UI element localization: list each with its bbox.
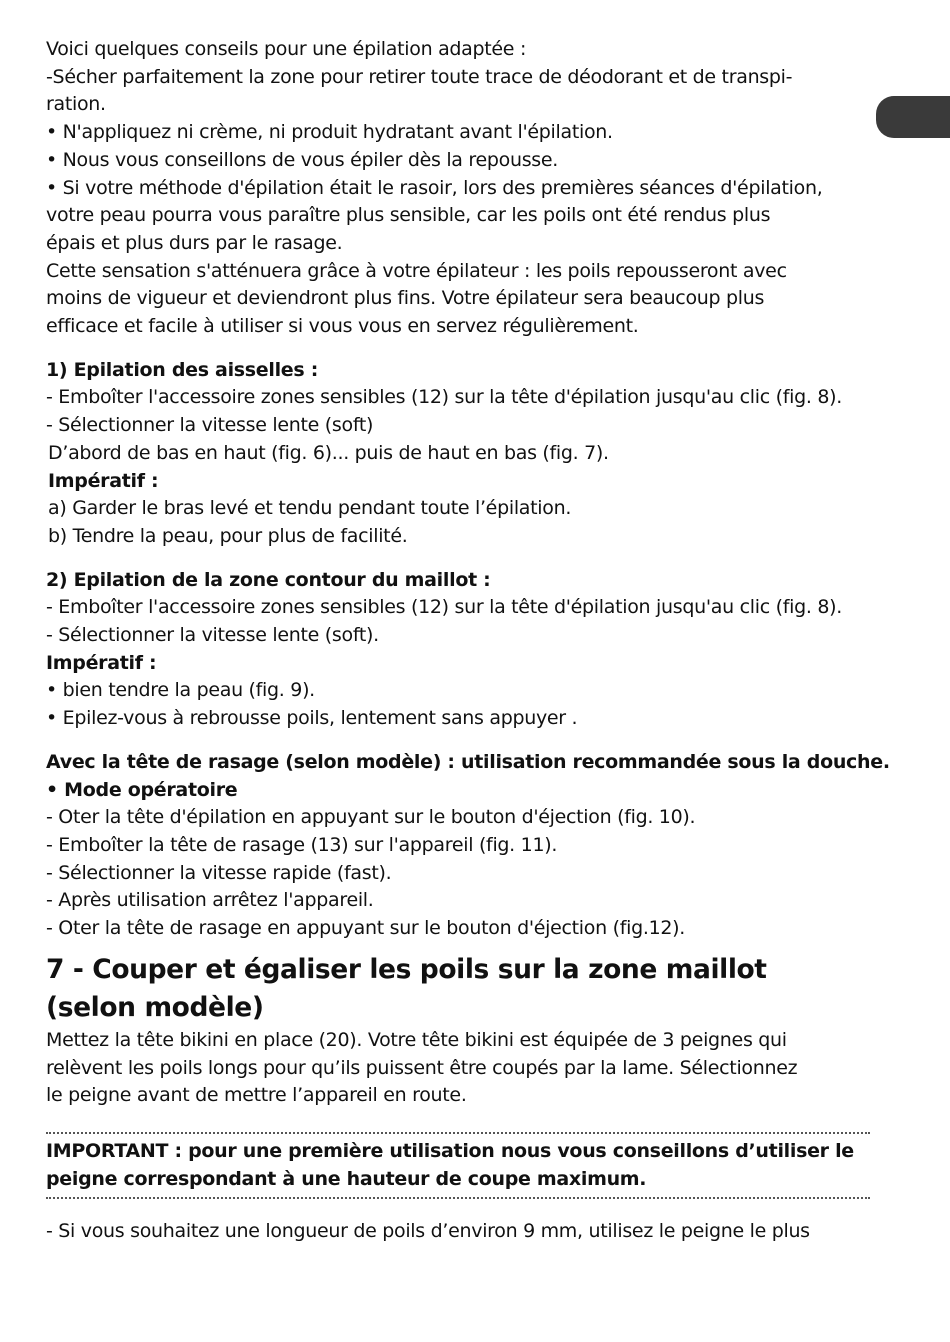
aisselles-imperatif: Impératif : [48,469,159,492]
rasage-line: - Emboîter la tête de rasage (13) sur l'appareil (fig. 11). [46,833,558,856]
intro-line: -Sécher parfaitement la zone pour retirer toute trace de déodorant et de transpi- [46,65,793,88]
page-tab-marker [876,96,950,138]
maillot-line: - Sélectionner la vitesse lente (soft). [46,624,379,647]
important-note: peigne correspondant à une hauteur de coupe maximum. [46,1167,647,1190]
aisselles-line: - Sélectionner la vitesse lente (soft) [46,414,374,437]
intro-line: Voici quelques conseils pour une épilation adaptée : [46,38,527,60]
aisselles-line: b) Tendre la peau, pour plus de facilité. [48,524,408,547]
aisselles-line: - Emboîter l'accessoire zones sensibles (12) sur la tête d'épilation jusqu'au clic (fig. 8). [46,386,842,409]
rasage-line: - Oter la tête de rasage en appuyant sur le bouton d'éjection (fig.12). [46,917,686,940]
section-line: Mettez la tête bikini en place (20). Votre tête bikini est équipée de 3 peignes qui [46,1028,787,1051]
rasage-title: Avec la tête de rasage (selon modèle) : utilisation recommandée sous la douche. [46,750,890,773]
maillot-imperatif: Impératif : [46,651,157,674]
important-note: IMPORTANT : pour une première utilisation nous vous conseillons d’utiliser le [46,1139,854,1162]
intro-line: votre peau pourra vous paraître plus sensible, car les poils ont été rendus plus [46,204,771,227]
maillot-title: 2) Epilation de la zone contour du maillot : [46,568,491,591]
section-heading-line: 7 - Couper et égaliser les poils sur la zone maillot [46,953,767,985]
intro-line: • Si votre méthode d'épilation était le rasoir, lors des premières séances d'épilation, [46,176,823,199]
section-line: - Si vous souhaitez une longueur de poils d’environ 9 mm, utilisez le peigne le plus [46,1220,810,1243]
rasage-mode: • Mode opératoire [46,778,238,801]
aisselles-line: a) Garder le bras levé et tendu pendant toute l’épilation. [48,497,572,520]
intro-line: • N'appliquez ni crème, ni produit hydratant avant l'épilation. [46,121,613,144]
rasage-line: - Sélectionner la vitesse rapide (fast). [46,861,392,884]
maillot-line: - Emboîter l'accessoire zones sensibles (12) sur la tête d'épilation jusqu'au clic (fig. 8). [46,596,842,619]
intro-line: Cette sensation s'atténuera grâce à votre épilateur : les poils repousseront avec [46,259,787,282]
section-line: le peigne avant de mettre l’appareil en route. [46,1084,467,1107]
rasage-line: - Oter la tête d'épilation en appuyant sur le bouton d'éjection (fig. 10). [46,806,696,829]
document-page [46,36,890,1246]
aisselles-title: 1) Epilation des aisselles : [46,358,319,381]
intro-line: efficace et facile à utiliser si vous vous en servez régulièrement. [46,315,639,338]
intro-line: • Nous vous conseillons de vous épiler dès la repousse. [46,148,559,171]
intro-line: ration. [46,93,106,116]
maillot-line: • bien tendre la peau (fig. 9). [46,679,315,702]
section-heading-line: (selon modèle) [46,991,264,1023]
section-line: relèvent les poils longs pour qu’ils puissent être coupés par la lame. Sélectionnez [46,1056,798,1079]
rasage-line: - Après utilisation arrêtez l'appareil. [46,889,374,912]
intro-line: épais et plus durs par le rasage. [46,231,343,254]
maillot-line: • Epilez-vous à rebrousse poils, lentement sans appuyer . [46,707,578,730]
intro-line: moins de vigueur et deviendront plus fins. Votre épilateur sera beaucoup plus [46,287,765,310]
section-heading [46,951,876,1027]
aisselles-line: D’abord de bas en haut (fig. 6)... puis de haut en bas (fig. 7). [48,441,609,464]
